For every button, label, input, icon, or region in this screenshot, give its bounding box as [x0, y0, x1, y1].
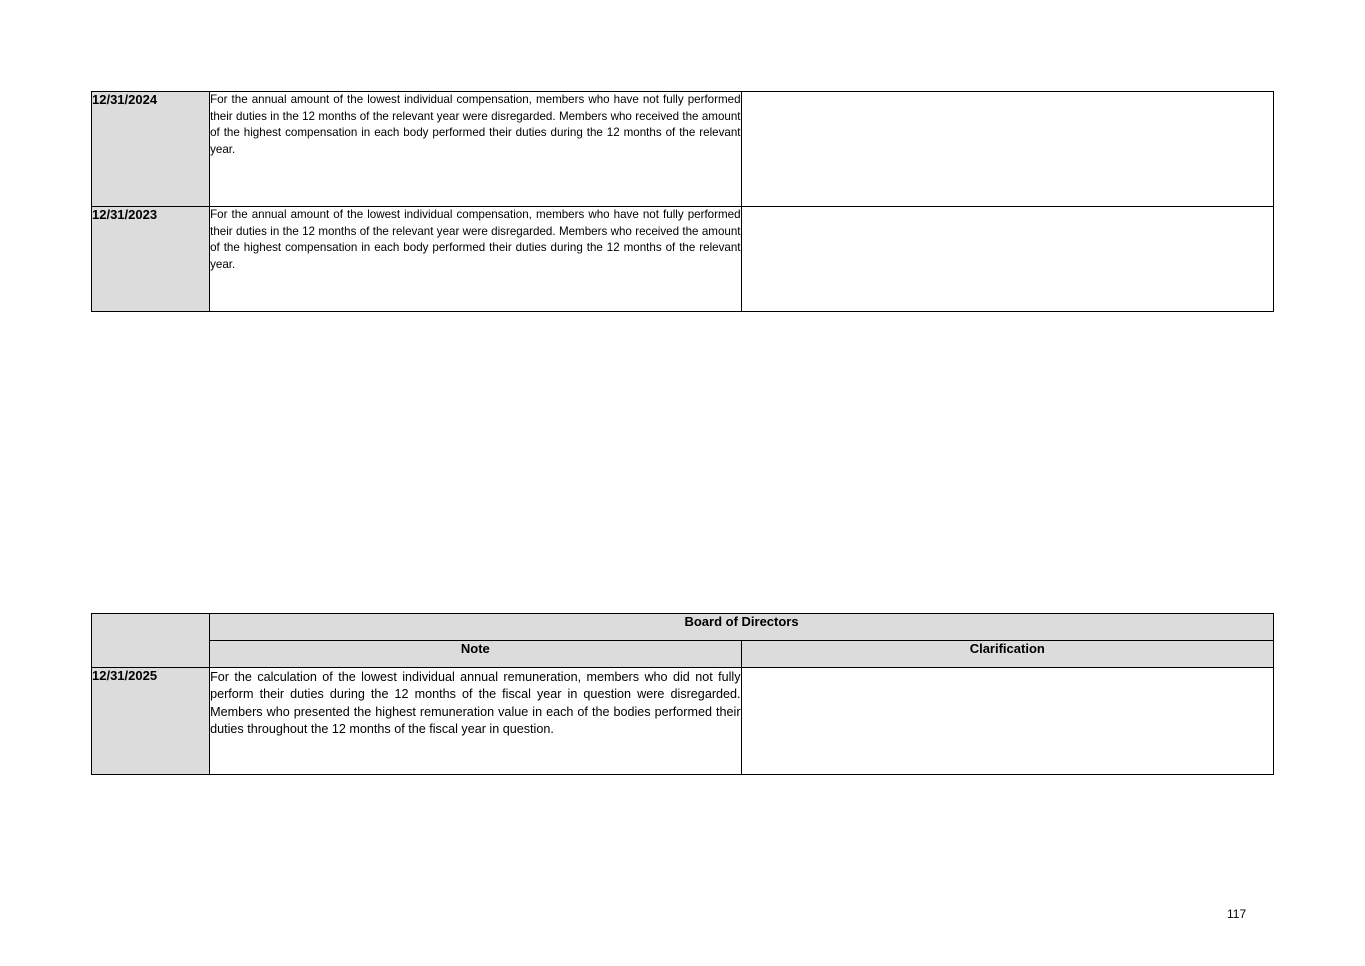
- row-note: For the calculation of the lowest individual annual remuneration, members who did not fully perform their duties during the 12 months of the fiscal year in question were disregarded. Members who presented the highest remuneration value in each of the bodies performed their duties throughout the 12 months of the fiscal year in question.: [210, 668, 741, 775]
- board-of-directors-header: Board of Directors: [210, 614, 1274, 641]
- row-clarification: [741, 207, 1273, 312]
- table-header-row: [92, 614, 1274, 641]
- header-corner-cell: [92, 614, 210, 668]
- clarification-column-header: Clarification: [741, 641, 1273, 668]
- row-note: For the annual amount of the lowest individual compensation, members who have not fully performed their duties in the 12 months of the relevant year were disregarded. Members who received the amount of the highest compensation in each body performed their duties during the 12 months of the relevant year.: [210, 92, 741, 207]
- board-of-directors-table: [91, 613, 1274, 775]
- table-row: [92, 668, 1274, 775]
- remuneration-notes-table-continued: [91, 91, 1274, 312]
- row-clarification: [741, 668, 1273, 775]
- page-number: 117: [1227, 907, 1247, 921]
- table-subheader-row: [92, 641, 1274, 668]
- table-row: [92, 92, 1274, 207]
- row-date: 12/31/2024: [92, 92, 210, 207]
- note-column-header: Note: [210, 641, 741, 668]
- row-date: 12/31/2025: [92, 668, 210, 775]
- row-note: For the annual amount of the lowest individual compensation, members who have not fully performed their duties in the 12 months of the relevant year were disregarded. Members who received the amount of the highest compensation in each body performed their duties during the 12 months of the relevant year.: [210, 207, 741, 312]
- row-date: 12/31/2023: [92, 207, 210, 312]
- row-clarification: [741, 92, 1273, 207]
- table-row: [92, 207, 1274, 312]
